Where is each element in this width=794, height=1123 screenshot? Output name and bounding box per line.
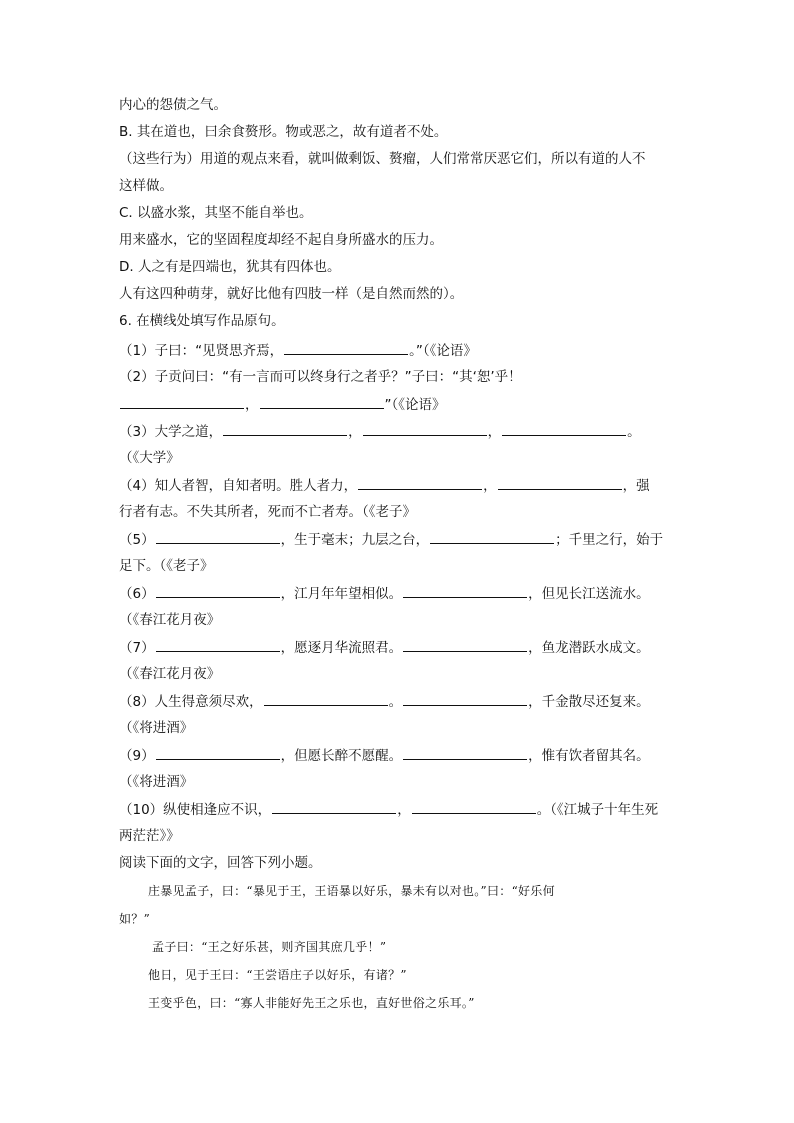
text-span: 。（《江城子十年生死 [536, 802, 659, 818]
question-6-4 [119, 475, 650, 496]
text-span: （5） [119, 532, 155, 548]
text-span: ，鱼龙潜跃水成文。 [528, 640, 650, 656]
text-span: ，但见长江送流水。 [528, 586, 650, 602]
passage-line: 王变乎色，曰：“寡人非能好先王之乐也，直好世俗之乐耳。” [148, 996, 475, 1010]
question-6-6 [119, 583, 650, 604]
text-line: 用来盛水，它的坚固程度却经不起自身所盛水的压力。 [119, 232, 443, 248]
fill-blank[interactable] [363, 421, 487, 436]
passage-line: 如？” [119, 912, 151, 926]
question-6-9 [119, 745, 650, 766]
fill-blank[interactable] [498, 475, 622, 490]
fill-blank[interactable] [403, 583, 527, 598]
source-label: （《将进酒》 [119, 720, 194, 736]
fill-blank[interactable] [403, 637, 527, 652]
text-span: ， [348, 424, 362, 440]
text-span: ， [397, 802, 411, 818]
fill-blank[interactable] [120, 394, 244, 409]
text-span: ”（《论语》 [384, 397, 446, 413]
source-label: （《春江花月夜》 [119, 666, 221, 682]
text-span: （6） [119, 586, 155, 602]
fill-blank[interactable] [502, 421, 626, 436]
text-span: 。 [388, 694, 403, 710]
fill-blank[interactable] [430, 529, 554, 544]
text-line: 这样做。 [119, 178, 173, 194]
text-line: 内心的怨债之气。 [119, 97, 227, 113]
text-span: ， [487, 424, 502, 440]
text-span: （8）人生得意须尽欢， [119, 694, 263, 710]
source-label: （《将进酒》 [119, 774, 194, 790]
fill-blank[interactable] [412, 799, 536, 814]
passage-line: 他日，见于王曰：“王尝语庄子以好乐，有诸？” [148, 968, 407, 982]
fill-blank[interactable] [358, 475, 482, 490]
fill-blank[interactable] [284, 340, 408, 355]
text-span: ；千里之行，始于 [555, 532, 664, 548]
text-span: ，惟有饮者留其名。 [528, 748, 650, 764]
question-6-10 [119, 799, 658, 820]
fill-blank[interactable] [223, 421, 347, 436]
reading-instruction: 阅读下面的文字，回答下列小题。 [119, 855, 322, 871]
fill-blank[interactable] [272, 799, 396, 814]
text-span: ，强 [622, 478, 650, 494]
text-span: ，千金散尽还复来。 [528, 694, 650, 710]
text-span: 。”（《论语》 [409, 343, 477, 359]
question-6-5 [119, 529, 663, 550]
source-label: （《大学》 [119, 450, 180, 466]
option-d: D. 人之有是四端也，犹其有四体也。 [119, 259, 341, 275]
question-6-3 [119, 421, 641, 442]
text-span: ，但愿长醉不愿醒。 [280, 748, 403, 764]
question-6-2: （2）子贡问曰：“有一言而可以终身行之者乎？”子曰：“其‘恕’乎！ [119, 369, 522, 385]
fill-blank[interactable] [156, 637, 280, 652]
source-label: （《春江花月夜》 [119, 612, 221, 628]
text-span: ， [483, 478, 497, 494]
text-line: 两茫茫》》 [119, 828, 180, 844]
fill-blank[interactable] [260, 394, 384, 409]
text-span: （7） [119, 640, 155, 656]
option-b: B. 其在道也，曰余食赘形。物或恶之，故有道者不处。 [119, 124, 448, 140]
text-span: ，愿逐月华流照君。 [280, 640, 403, 656]
fill-blank[interactable] [403, 691, 527, 706]
text-span: （4）知人者智，自知者明。胜人者力， [119, 478, 358, 494]
text-span: （9） [119, 748, 155, 764]
question-6-8 [119, 691, 650, 712]
fill-blank[interactable] [156, 529, 280, 544]
fill-blank[interactable] [156, 583, 280, 598]
text-span: （1）子曰：“见贤思齐焉， [119, 343, 284, 359]
question-6-title: 6. 在横线处填写作品原句。 [119, 313, 285, 329]
passage-line: 庄暴见孟子，曰：“暴见于王，王语暴以好乐，暴未有以对也。”曰：“好乐何 [148, 884, 555, 898]
text-span: ，江月年年望相似。 [280, 586, 403, 602]
text-span: （10）纵使相逢应不识， [119, 802, 272, 818]
text-span: 。 [627, 424, 641, 440]
fill-blank[interactable] [156, 745, 280, 760]
question-6-1 [119, 340, 477, 361]
text-line: 足下。（《老子》 [119, 558, 214, 574]
question-6-2-blanks [119, 394, 446, 415]
text-line: （这些行为）用道的观点来看，就叫做剩饭、赘瘤，人们常常厌恶它们，所以有道的人不 [119, 151, 646, 167]
text-line: 人有这四种萌芽，就好比他有四肢一样（是自然而然的）。 [119, 286, 464, 302]
fill-blank[interactable] [264, 691, 388, 706]
fill-blank[interactable] [403, 745, 527, 760]
text-line: 行者有志。不失其所者，死而不亡者寿。（《老子》 [119, 504, 416, 520]
text-span: ， [245, 397, 259, 413]
question-6-7 [119, 637, 650, 658]
passage-line: 孟子曰：“王之好乐甚，则齐国其庶几乎！” [152, 940, 387, 954]
text-span: （3）大学之道， [119, 424, 223, 440]
option-c: C. 以盛水浆，其坚不能自举也。 [119, 205, 313, 221]
text-span: ，生于毫末；九层之台， [280, 532, 430, 548]
